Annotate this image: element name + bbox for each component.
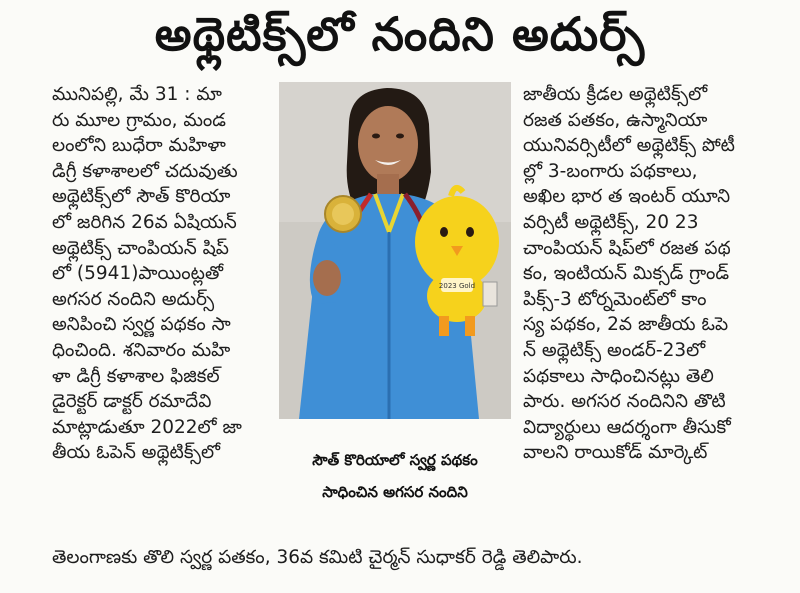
right-line: స్య పథకం, 2వ జాతీయ ఓపె xyxy=(523,314,729,336)
left-line: అథ్లెటిక్స్‌లో సౌత్ కొరియా xyxy=(52,186,231,208)
left-line: రు మూల గ్రామం, మండ xyxy=(52,109,227,131)
left-line: డిగ్రీ కళాశాలలో చదువుతు xyxy=(52,160,238,182)
left-line: లంలోని బుధేరా మహిళా xyxy=(52,135,226,157)
right-line: పారు. అగసర నందినిని తొటి xyxy=(523,391,726,413)
right-column xyxy=(523,82,765,466)
left-line: లో (5941)పాయింట్లతో xyxy=(52,263,224,285)
left-line: మాట్లాడుతూ 2022లో జా xyxy=(52,416,242,438)
left-column xyxy=(52,82,274,466)
right-line: యునివర్సిటీలో అథ్లెటిక్స్ పోటీ xyxy=(523,135,735,157)
athlete-photo xyxy=(279,82,511,419)
photo-caption xyxy=(279,444,511,508)
left-line: ళా డిగ్రీ కళాశాల ఫిజికల్ xyxy=(52,365,220,387)
right-line: ల్లో 3-బంగారు పథకాలు, xyxy=(523,160,698,182)
bottom-line: తెలంగాణకు తొలి స్వర్ణ పతకం, 36వ కమిటి చైర్మన్ సుధాకర్ రెడ్డి తెలిపారు. xyxy=(52,547,583,568)
right-line: న్ అథ్లెటిక్స్ అండర్-23లో xyxy=(523,339,706,361)
right-line: పిక్స్-3 టోర్నమెంట్‌లో కాం xyxy=(523,288,707,310)
caption-line: సాధించిన అగసర నందిని xyxy=(322,483,468,501)
right-line: చాంపియన్ షిప్‌లో రజత పథ xyxy=(523,237,731,259)
right-line: వాలని రాయికోడ్ మార్కెట్ xyxy=(523,442,708,464)
left-line: అథ్లెటిక్స్ చాంపియన్ షిప్ xyxy=(52,237,229,259)
mascot-tag: 2023 Gold xyxy=(438,282,476,290)
left-line: అగసర నందిని అదుర్స్ xyxy=(52,288,215,310)
left-line: మునిపల్లి, మే 31 : మా xyxy=(52,84,222,105)
right-line: జాతీయ క్రీడల అథ్లెటిక్స్‌లో xyxy=(523,84,708,105)
right-line: పథకాలు సాధించినట్లు తెలి xyxy=(523,365,714,387)
left-line: లో జరిగిన 26వ ఏషియన్ xyxy=(52,211,237,233)
athlete-photo-illustration xyxy=(279,82,511,419)
headline: అథ్లెటిక్స్‌లో నందిని అదుర్స్ xyxy=(154,7,646,61)
left-line: డైరెక్టర్ డాక్టర్ రమాదేవి xyxy=(52,391,212,413)
caption-line: సౌత్ కొరియాలో స్వర్ణ పథకం xyxy=(312,451,478,469)
right-line: వర్సిటీ అథ్లెటిక్స్, 20 23 xyxy=(523,211,699,233)
right-line: కం, ఇంటియన్ మిక్సడ్ గ్రాండ్ xyxy=(523,263,730,285)
right-line: విద్యార్థులు ఆదర్శంగా తీసుకో xyxy=(523,416,731,438)
left-line: ధించింది. శనివారం మహి xyxy=(52,339,231,361)
right-line: అఖిల భార త ఇంటర్ యూని xyxy=(523,186,731,208)
left-line: అనిపించి స్వర్ణ పథకం సా xyxy=(52,314,231,336)
right-line: రజత పతకం, ఉస్మానియా xyxy=(523,109,708,131)
left-line: తీయ ఓపెన్ అథ్లెటిక్స్‌లో xyxy=(52,442,221,464)
